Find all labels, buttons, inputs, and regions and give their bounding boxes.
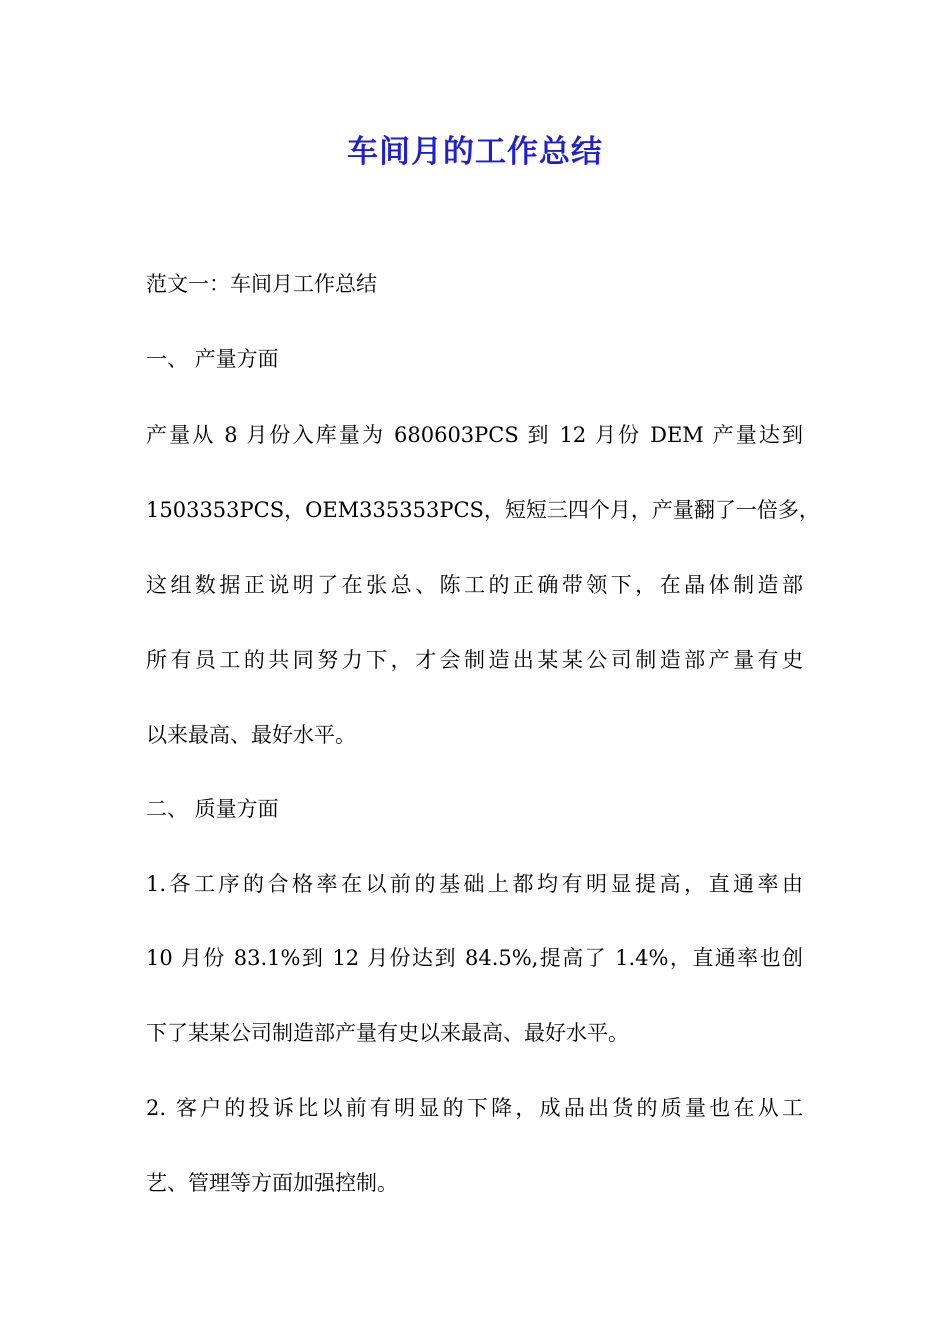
document-title: 车间月的工作总结 bbox=[347, 134, 603, 170]
paragraph-line: 产量从 8 月份入库量为 680603PCS 到 12 月份 DEM 产量达到 bbox=[146, 423, 803, 447]
paragraph-line: 2. 客户的投诉比以前有明显的下降，成品出货的质量也在从工 bbox=[146, 1096, 803, 1120]
paragraph-line: 所有员工的共同努力下，才会制造出某某公司制造部产量有史 bbox=[146, 648, 803, 672]
paragraph-line: 10 月份 83.1%到 12 月份达到 84.5%,提高了 1.4%，直通率也创 bbox=[146, 946, 803, 970]
section-heading-quality: 二、 质量方面 bbox=[146, 797, 279, 821]
paragraph-line: 下了某某公司制造部产量有史以来最高、最好水平。 bbox=[146, 1021, 629, 1045]
paragraph-line: 1503353PCS，OEM335353PCS，短短三四个月，产量翻了一倍多， bbox=[146, 498, 820, 522]
subtitle: 范文一：车间月工作总结 bbox=[146, 272, 377, 296]
paragraph-line: 这组数据正说明了在张总、陈工的正确带领下，在晶体制造部 bbox=[146, 573, 803, 597]
paragraph-line: 以来最高、最好水平。 bbox=[146, 723, 356, 747]
paragraph-line: 艺、管理等方面加强控制。 bbox=[146, 1171, 398, 1195]
section-heading-output: 一、 产量方面 bbox=[146, 347, 279, 371]
paragraph-line: 1.各工序的合格率在以前的基础上都均有明显提高，直通率由 bbox=[146, 872, 803, 896]
